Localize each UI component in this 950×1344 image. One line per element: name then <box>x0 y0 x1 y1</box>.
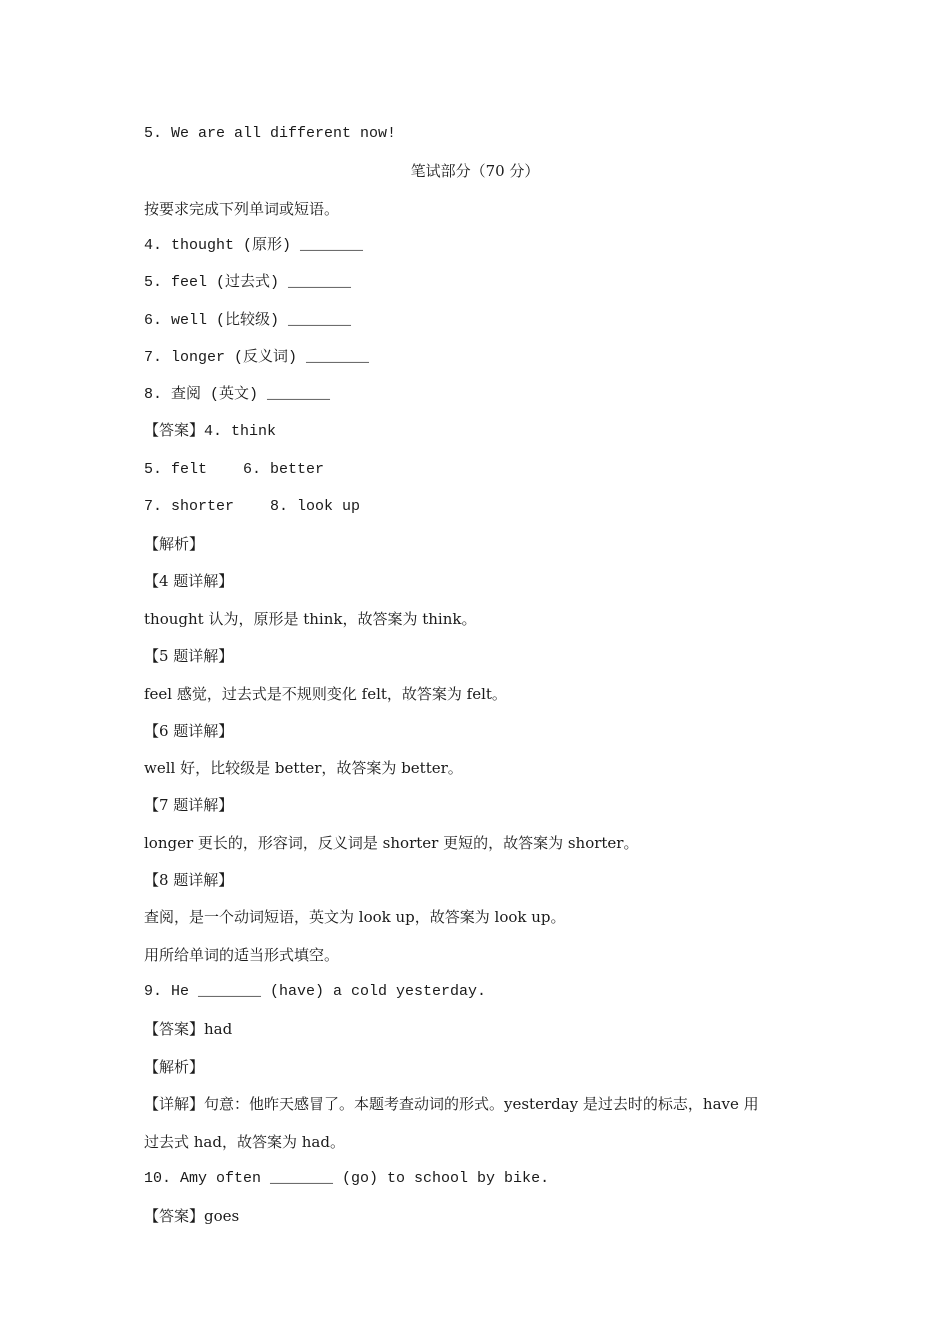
question-8: 8. 查阅 (英文) _______ <box>144 386 331 403</box>
analysis-label: 【解析】 <box>144 535 205 553</box>
listening-item-5: 5. We are all different now! <box>144 125 397 142</box>
detail-text-4: thought 认为，原形是 think，故答案为 think。 <box>144 610 477 628</box>
question-7: 7. longer (反义词) _______ <box>144 349 370 366</box>
section-heading: 笔试部分（70 分） <box>410 162 540 180</box>
analysis-label: 【解析】 <box>144 1058 205 1076</box>
instruction-text: 按要求完成下列单词或短语。 <box>144 200 340 218</box>
detail-text-5: feel 感觉，过去式是不规则变化 felt，故答案为 felt。 <box>144 685 507 703</box>
question-9: 9. He _______ (have) a cold yesterday. <box>144 983 487 1000</box>
detail-text-6: well 好，比较级是 better，故答案为 better。 <box>144 759 463 777</box>
question-10: 10. Amy often _______ (go) to school by bike. <box>144 1170 550 1187</box>
detail-heading-7: 【7 题详解】 <box>144 796 234 814</box>
detail-heading-8: 【8 题详解】 <box>144 871 234 889</box>
answer-line: 7. shorter 8. look up <box>144 498 361 515</box>
detail-heading-6: 【6 题详解】 <box>144 722 234 740</box>
detail-text-9: 【详解】句意：他昨天感冒了。本题考查动词的形式。yesterday 是过去时的标志，have 用 <box>144 1095 759 1113</box>
answer-line: 5. felt 6. better <box>144 461 325 478</box>
question-5: 5. feel (过去式) _______ <box>144 274 352 291</box>
detail-text-9-cont: 过去式 had，故答案为 had。 <box>144 1133 345 1151</box>
answer-9: 【答案】had <box>144 1020 233 1038</box>
detail-heading-5: 【5 题详解】 <box>144 647 234 665</box>
detail-heading-4: 【4 题详解】 <box>144 572 234 590</box>
detail-text-7: longer 更长的，形容词，反义词是 shorter 更短的，故答案为 shorter。 <box>144 834 639 852</box>
question-4: 4. thought (原形) _______ <box>144 237 364 254</box>
answer-line: 【答案】4. think <box>144 423 277 440</box>
question-6: 6. well (比较级) _______ <box>144 312 352 329</box>
answer-10: 【答案】goes <box>144 1207 240 1225</box>
instruction-text: 用所给单词的适当形式填空。 <box>144 946 340 964</box>
detail-text-8: 查阅，是一个动词短语，英文为 look up，故答案为 look up。 <box>144 908 566 926</box>
